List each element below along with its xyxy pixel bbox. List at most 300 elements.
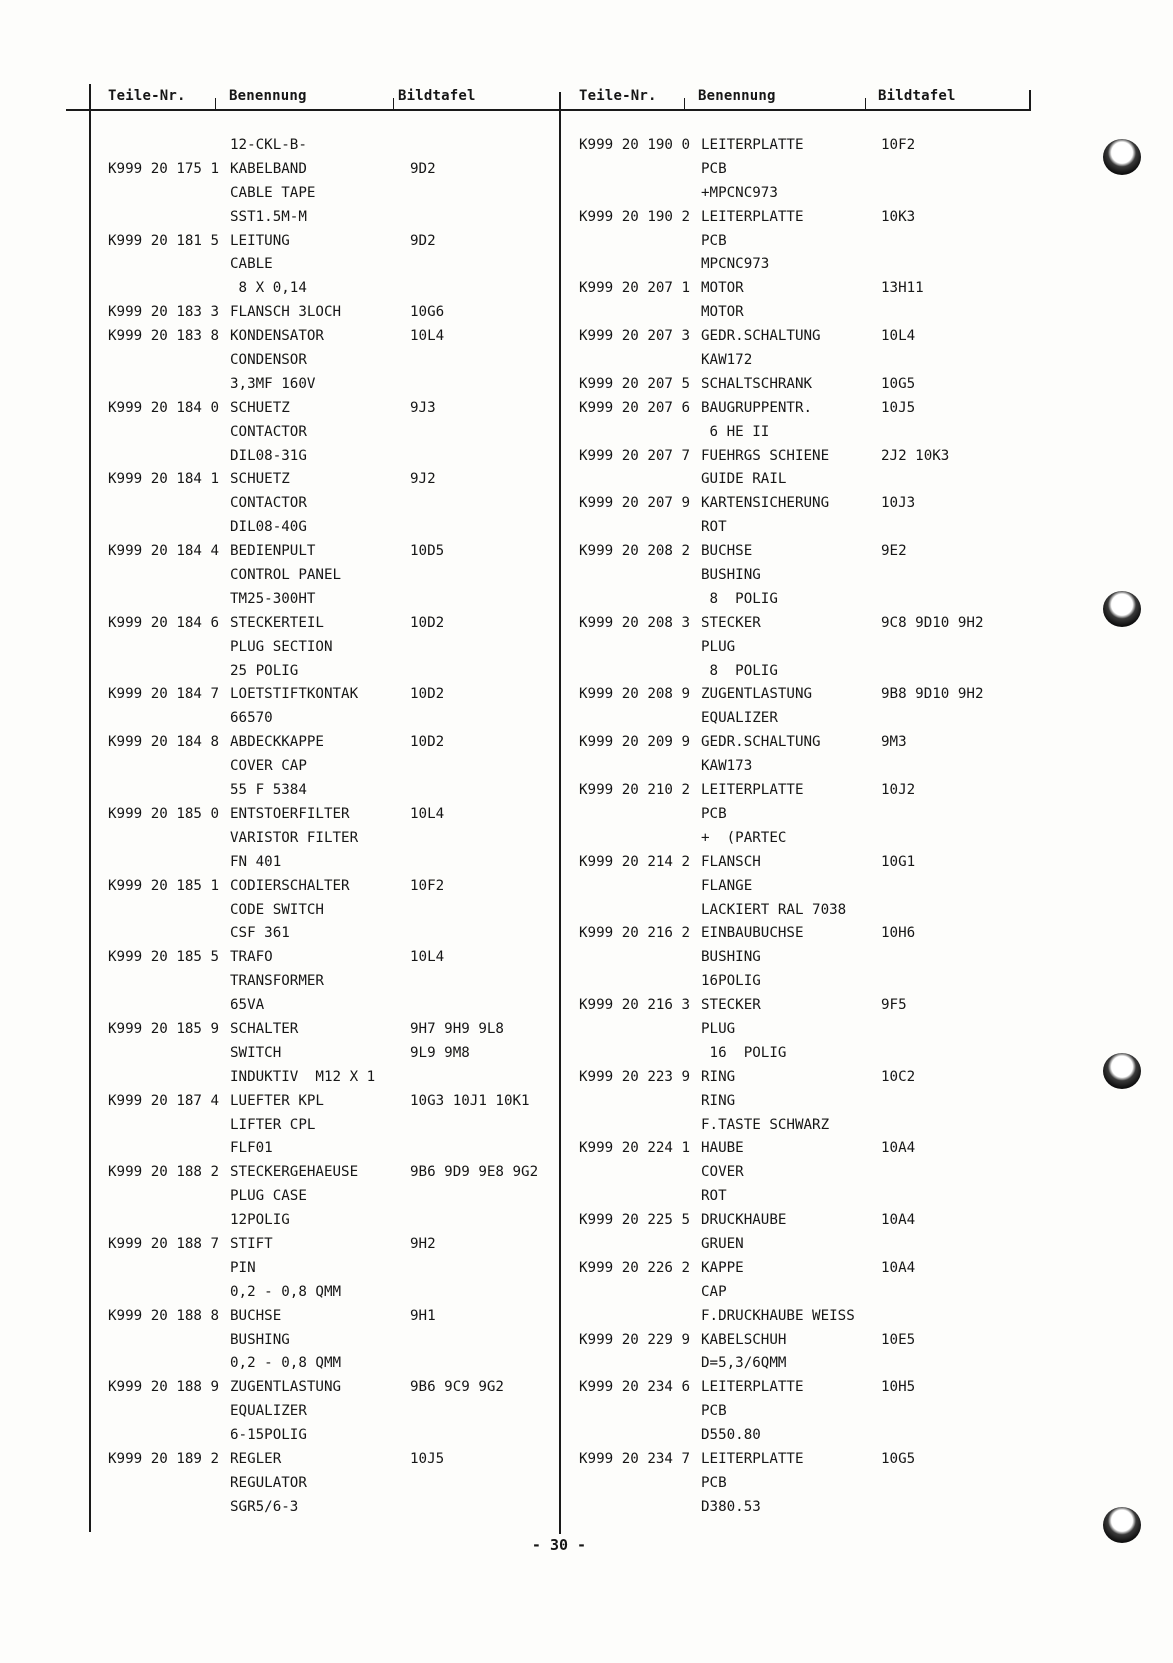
part-description: DIL08-31G — [230, 447, 307, 464]
table-row — [108, 1329, 548, 1353]
part-description: ABDECKKAPPE — [230, 734, 324, 751]
part-description: 0,2 - 0,8 QMM — [230, 1283, 342, 1300]
part-number: K999 20 184 7 — [108, 686, 220, 703]
part-description: LEITERPLATTE — [701, 1450, 804, 1467]
table-row — [579, 899, 1019, 923]
header-left-description: Benennung — [229, 88, 307, 104]
table-row — [108, 946, 548, 970]
part-description: F.TASTE SCHWARZ — [701, 1116, 830, 1133]
plate-reference: 2J2 10K3 — [881, 447, 950, 464]
part-number: K999 20 187 4 — [108, 1092, 220, 1109]
plate-reference: 10L4 — [410, 805, 445, 822]
table-row — [579, 1161, 1019, 1185]
plate-reference: 10D2 — [410, 734, 445, 751]
part-description: LIFTER CPL — [230, 1116, 316, 1133]
table-row — [579, 946, 1019, 970]
header-left-part-number: Teile-Nr. — [108, 88, 186, 104]
plate-reference: 10L4 — [410, 949, 445, 966]
plate-reference: 9H1 — [410, 1307, 436, 1324]
part-description: PCB — [701, 805, 727, 822]
table-row — [108, 683, 548, 707]
part-description: D=5,3/6QMM — [701, 1355, 787, 1372]
part-number: K999 20 226 2 — [579, 1259, 691, 1276]
table-row — [108, 1448, 548, 1472]
part-description: FLANSCH 3LOCH — [230, 304, 342, 321]
plate-reference: 9H7 9H9 9L8 — [410, 1020, 504, 1037]
part-description: GEDR.SCHALTUNG — [701, 734, 821, 751]
part-description: INDUKTIV M12 X 1 — [230, 1068, 376, 1085]
part-number: K999 20 207 1 — [579, 280, 691, 297]
table-row — [108, 1472, 548, 1496]
plate-reference: 10J5 — [881, 399, 916, 416]
table-row — [579, 1090, 1019, 1114]
part-description: KAPPE — [701, 1259, 744, 1276]
table-row — [108, 1137, 548, 1161]
part-description: ROT — [701, 519, 727, 536]
header-tick — [215, 98, 216, 110]
part-description: PIN — [230, 1259, 256, 1276]
table-row — [579, 1137, 1019, 1161]
table-row — [579, 516, 1019, 540]
table-row — [579, 1424, 1019, 1448]
table-row — [579, 421, 1019, 445]
right-parts-column — [579, 134, 1019, 1520]
part-description: D550.80 — [701, 1427, 761, 1444]
part-number: K999 20 190 2 — [579, 208, 691, 225]
part-description: 66570 — [230, 710, 273, 727]
table-row — [579, 564, 1019, 588]
part-description: ROT — [701, 1188, 727, 1205]
plate-reference: 9L9 9M8 — [410, 1044, 470, 1061]
plate-reference: 10H5 — [881, 1379, 916, 1396]
table-row — [108, 1042, 548, 1066]
punch-hole-icon — [1103, 1053, 1141, 1089]
part-description: KABELBAND — [230, 160, 307, 177]
part-description: REGULATOR — [230, 1474, 307, 1491]
table-row — [108, 301, 548, 325]
header-tick — [684, 98, 685, 110]
plate-reference: 10J2 — [881, 782, 916, 799]
part-description: EQUALIZER — [701, 710, 778, 727]
table-row — [108, 206, 548, 230]
part-description: CONDENSOR — [230, 352, 307, 369]
table-row — [108, 875, 548, 899]
part-description: STECKERTEIL — [230, 614, 324, 631]
table-row — [108, 421, 548, 445]
plate-reference: 9B6 9D9 9E8 9G2 — [410, 1164, 539, 1181]
plate-reference: 10E5 — [881, 1331, 916, 1348]
part-description: LEITERPLATTE — [701, 782, 804, 799]
part-description: BUSHING — [701, 567, 761, 584]
part-description: SCHUETZ — [230, 399, 290, 416]
plate-reference: 10A4 — [881, 1140, 916, 1157]
table-row — [579, 1472, 1019, 1496]
table-row — [108, 1305, 548, 1329]
table-row — [579, 349, 1019, 373]
table-row — [108, 1114, 548, 1138]
part-description: 3,3MF 160V — [230, 375, 316, 392]
part-description: BUSHING — [230, 1331, 290, 1348]
part-description: ZUGENTLASTUNG — [701, 686, 813, 703]
part-description: 25 POLIG — [230, 662, 299, 679]
plate-reference: 10A4 — [881, 1259, 916, 1276]
table-row — [108, 899, 548, 923]
part-description: 8 POLIG — [701, 590, 778, 607]
table-row — [108, 1209, 548, 1233]
table-row — [108, 1233, 548, 1257]
plate-reference: 9J2 — [410, 471, 436, 488]
plate-reference: 9D2 — [410, 160, 436, 177]
part-description: ZUGENTLASTUNG — [230, 1379, 342, 1396]
part-description: GEDR.SCHALTUNG — [701, 328, 821, 345]
table-row — [108, 564, 548, 588]
part-number: K999 20 184 6 — [108, 614, 220, 631]
table-row — [579, 707, 1019, 731]
part-description: PCB — [701, 232, 727, 249]
part-number: K999 20 188 2 — [108, 1164, 220, 1181]
table-row — [579, 922, 1019, 946]
header-left-plate: Bildtafel — [398, 88, 476, 104]
plate-reference: 9C8 9D10 9H2 — [881, 614, 984, 631]
part-description: GRUEN — [701, 1235, 744, 1252]
table-row — [108, 803, 548, 827]
table-row — [579, 397, 1019, 421]
table-row — [108, 612, 548, 636]
plate-reference: 10D2 — [410, 686, 445, 703]
plate-reference: 10G3 10J1 10K1 — [410, 1092, 530, 1109]
table-row — [579, 875, 1019, 899]
table-row — [579, 1066, 1019, 1090]
table-row — [108, 588, 548, 612]
part-description: LEITERPLATTE — [701, 1379, 804, 1396]
plate-reference: 10G6 — [410, 304, 445, 321]
header-right-description: Benennung — [698, 88, 776, 104]
table-row — [579, 1400, 1019, 1424]
part-description: STECKERGEHAEUSE — [230, 1164, 359, 1181]
part-description: RING — [701, 1068, 736, 1085]
part-number: K999 20 223 9 — [579, 1068, 691, 1085]
part-number: K999 20 185 9 — [108, 1020, 220, 1037]
part-number: K999 20 225 5 — [579, 1212, 691, 1229]
table-row — [579, 636, 1019, 660]
plate-reference: 10J5 — [410, 1450, 445, 1467]
table-row — [579, 612, 1019, 636]
plate-reference: 10G5 — [881, 375, 916, 392]
plate-reference: 9D2 — [410, 232, 436, 249]
table-row — [108, 182, 548, 206]
punch-hole-icon — [1103, 1507, 1141, 1543]
table-row — [579, 301, 1019, 325]
plate-reference: 10J3 — [881, 495, 916, 512]
table-row — [108, 397, 548, 421]
table-row — [579, 755, 1019, 779]
part-description: STECKER — [701, 997, 761, 1014]
part-description: CODIERSCHALTER — [230, 877, 350, 894]
left-parts-column — [108, 134, 548, 1520]
part-number: K999 20 188 9 — [108, 1379, 220, 1396]
part-number: K999 20 184 4 — [108, 543, 220, 560]
part-description: CONTACTOR — [230, 423, 307, 440]
plate-reference: 10G5 — [881, 1450, 916, 1467]
part-description: SCHUETZ — [230, 471, 290, 488]
table-row — [108, 540, 548, 564]
part-number: K999 20 234 7 — [579, 1450, 691, 1467]
part-number: K999 20 207 5 — [579, 375, 691, 392]
table-row — [108, 636, 548, 660]
table-row — [108, 1400, 548, 1424]
part-description: BUCHSE — [701, 543, 753, 560]
part-description: PCB — [701, 1474, 727, 1491]
part-number: K999 20 214 2 — [579, 853, 691, 870]
part-description: +MPCNC973 — [701, 184, 778, 201]
part-description: BEDIENPULT — [230, 543, 316, 560]
part-description: 0,2 - 0,8 QMM — [230, 1355, 342, 1372]
table-row — [108, 445, 548, 469]
plate-reference: 10H6 — [881, 925, 916, 942]
header-right-part-number: Teile-Nr. — [579, 88, 657, 104]
table-row — [108, 230, 548, 254]
part-description: CABLE TAPE — [230, 184, 316, 201]
part-description: 65VA — [230, 997, 265, 1014]
part-description: SCHALTSCHRANK — [701, 375, 813, 392]
table-row — [579, 1233, 1019, 1257]
part-description: LUEFTER KPL — [230, 1092, 324, 1109]
part-description: DRUCKHAUBE — [701, 1212, 787, 1229]
plate-reference: 10L4 — [881, 328, 916, 345]
part-description: D380.53 — [701, 1498, 761, 1515]
part-description: TRAFO — [230, 949, 273, 966]
table-row — [579, 683, 1019, 707]
part-description: SCHALTER — [230, 1020, 299, 1037]
part-description: EINBAUBUCHSE — [701, 925, 804, 942]
part-description: KONDENSATOR — [230, 328, 324, 345]
header-tick — [865, 98, 866, 110]
plate-reference: 10K3 — [881, 208, 916, 225]
table-row — [579, 1257, 1019, 1281]
part-description: 16 POLIG — [701, 1044, 787, 1061]
table-row — [579, 182, 1019, 206]
part-description: 6-15POLIG — [230, 1427, 307, 1444]
part-number: K999 20 216 3 — [579, 997, 691, 1014]
part-description: PCB — [701, 1403, 727, 1420]
part-description: VARISTOR FILTER — [230, 829, 359, 846]
part-description: COVER — [701, 1164, 744, 1181]
table-row — [579, 325, 1019, 349]
table-row — [579, 1042, 1019, 1066]
part-description: STIFT — [230, 1235, 273, 1252]
table-row — [579, 970, 1019, 994]
left-border — [89, 84, 91, 1532]
part-description: TM25-300HT — [230, 590, 316, 607]
part-description: + (PARTEC — [701, 829, 787, 846]
table-row — [108, 1018, 548, 1042]
plate-reference: 10C2 — [881, 1068, 916, 1085]
part-description: COVER CAP — [230, 758, 307, 775]
table-row — [108, 970, 548, 994]
part-description: MPCNC973 — [701, 256, 770, 273]
part-description: SST1.5M-M — [230, 208, 307, 225]
table-row — [108, 492, 548, 516]
part-description: 55 F 5384 — [230, 782, 307, 799]
table-row — [108, 1496, 548, 1520]
header-right-plate: Bildtafel — [878, 88, 956, 104]
part-description: LOETSTIFTKONTAK — [230, 686, 359, 703]
part-description: BUCHSE — [230, 1307, 282, 1324]
part-description: REGLER — [230, 1450, 282, 1467]
part-description: MOTOR — [701, 280, 744, 297]
part-description: TRANSFORMER — [230, 973, 324, 990]
part-description: SGR5/6-3 — [230, 1498, 299, 1515]
part-description: FUEHRGS SCHIENE — [701, 447, 830, 464]
table-row — [579, 1305, 1019, 1329]
part-description: CABLE — [230, 256, 273, 273]
table-row — [108, 922, 548, 946]
part-description: F.DRUCKHAUBE WEISS — [701, 1307, 855, 1324]
plate-reference: 9B6 9C9 9G2 — [410, 1379, 504, 1396]
part-number: K999 20 188 7 — [108, 1235, 220, 1252]
plate-reference: 10F2 — [410, 877, 445, 894]
part-description: FLANGE — [701, 877, 753, 894]
part-description: DIL08-40G — [230, 519, 307, 536]
part-number: K999 20 185 5 — [108, 949, 220, 966]
part-description: CODE SWITCH — [230, 901, 324, 918]
part-description: HAUBE — [701, 1140, 744, 1157]
part-number: K999 20 229 9 — [579, 1331, 691, 1348]
table-row — [579, 373, 1019, 397]
part-description: ENTSTOERFILTER — [230, 805, 350, 822]
part-description: LACKIERT RAL 7038 — [701, 901, 847, 918]
part-number: K999 20 188 8 — [108, 1307, 220, 1324]
plate-reference: 9H2 — [410, 1235, 436, 1252]
plate-reference: 9M3 — [881, 734, 907, 751]
part-description: 16POLIG — [701, 973, 761, 990]
table-row — [579, 731, 1019, 755]
table-row — [579, 1376, 1019, 1400]
page-number: - 30 - — [531, 1536, 587, 1554]
part-description: EQUALIZER — [230, 1403, 307, 1420]
part-number: K999 20 216 2 — [579, 925, 691, 942]
part-description: 8 X 0,14 — [230, 280, 307, 297]
table-row — [108, 349, 548, 373]
table-row — [579, 1185, 1019, 1209]
part-description: 6 HE II — [701, 423, 770, 440]
table-row — [579, 492, 1019, 516]
part-description: SWITCH — [230, 1044, 282, 1061]
part-number: K999 20 234 6 — [579, 1379, 691, 1396]
table-row — [579, 779, 1019, 803]
part-description: PLUG — [701, 638, 736, 655]
table-row — [108, 1281, 548, 1305]
part-description: RING — [701, 1092, 736, 1109]
table-row — [108, 1376, 548, 1400]
table-row — [108, 373, 548, 397]
table-row — [108, 277, 548, 301]
part-number: K999 20 208 3 — [579, 614, 691, 631]
part-number: K999 20 184 8 — [108, 734, 220, 751]
table-row — [108, 253, 548, 277]
table-row — [579, 1281, 1019, 1305]
table-row — [579, 1448, 1019, 1472]
part-description: MOTOR — [701, 304, 744, 321]
part-description: 8 POLIG — [701, 662, 778, 679]
plate-reference: 9B8 9D10 9H2 — [881, 686, 984, 703]
part-number: K999 20 208 2 — [579, 543, 691, 560]
plate-reference: 9J3 — [410, 399, 436, 416]
table-row — [108, 1161, 548, 1185]
table-row — [108, 1185, 548, 1209]
plate-reference: 13H11 — [881, 280, 924, 297]
part-number: K999 20 181 5 — [108, 232, 220, 249]
part-number: K999 20 184 1 — [108, 471, 220, 488]
table-row — [579, 851, 1019, 875]
table-row — [579, 158, 1019, 182]
part-number: K999 20 183 8 — [108, 328, 220, 345]
table-row — [108, 707, 548, 731]
part-description: PLUG SECTION — [230, 638, 333, 655]
table-row — [579, 803, 1019, 827]
table-row — [579, 230, 1019, 254]
right-border — [1029, 90, 1031, 110]
table-row — [108, 1257, 548, 1281]
part-description: CONTROL PANEL — [230, 567, 342, 584]
part-number: K999 20 207 3 — [579, 328, 691, 345]
header-rule — [66, 109, 1031, 111]
table-row — [579, 1329, 1019, 1353]
part-description: KAW173 — [701, 758, 753, 775]
table-row — [579, 277, 1019, 301]
part-number: K999 20 189 2 — [108, 1450, 220, 1467]
part-number: K999 20 224 1 — [579, 1140, 691, 1157]
plate-reference: 10G1 — [881, 853, 916, 870]
part-description: PLUG CASE — [230, 1188, 307, 1205]
table-row — [579, 1114, 1019, 1138]
table-row — [108, 660, 548, 684]
part-description: LEITUNG — [230, 232, 290, 249]
part-number: K999 20 175 1 — [108, 160, 220, 177]
table-row — [579, 994, 1019, 1018]
part-description: LEITERPLATTE — [701, 208, 804, 225]
part-description: FLANSCH — [701, 853, 761, 870]
plate-reference: 9E2 — [881, 543, 907, 560]
table-row — [579, 660, 1019, 684]
part-description: KARTENSICHERUNG — [701, 495, 830, 512]
table-row — [579, 540, 1019, 564]
part-number: K999 20 185 1 — [108, 877, 220, 894]
part-description: CONTACTOR — [230, 495, 307, 512]
table-row — [579, 253, 1019, 277]
table-row — [579, 827, 1019, 851]
part-number: K999 20 183 3 — [108, 304, 220, 321]
table-row — [108, 779, 548, 803]
plate-reference: 9F5 — [881, 997, 907, 1014]
part-description: CAP — [701, 1283, 727, 1300]
table-row — [579, 445, 1019, 469]
plate-reference: 10F2 — [881, 137, 916, 153]
table-row — [579, 1496, 1019, 1520]
table-row — [579, 468, 1019, 492]
table-row — [579, 1352, 1019, 1376]
table-row — [108, 827, 548, 851]
part-description: CSF 361 — [230, 925, 290, 942]
table-row — [579, 1209, 1019, 1233]
table-row — [579, 1018, 1019, 1042]
table-row — [108, 994, 548, 1018]
plate-reference: 10A4 — [881, 1212, 916, 1229]
part-description: FN 401 — [230, 853, 282, 870]
table-row — [108, 516, 548, 540]
table-row — [108, 851, 548, 875]
table-row — [108, 731, 548, 755]
